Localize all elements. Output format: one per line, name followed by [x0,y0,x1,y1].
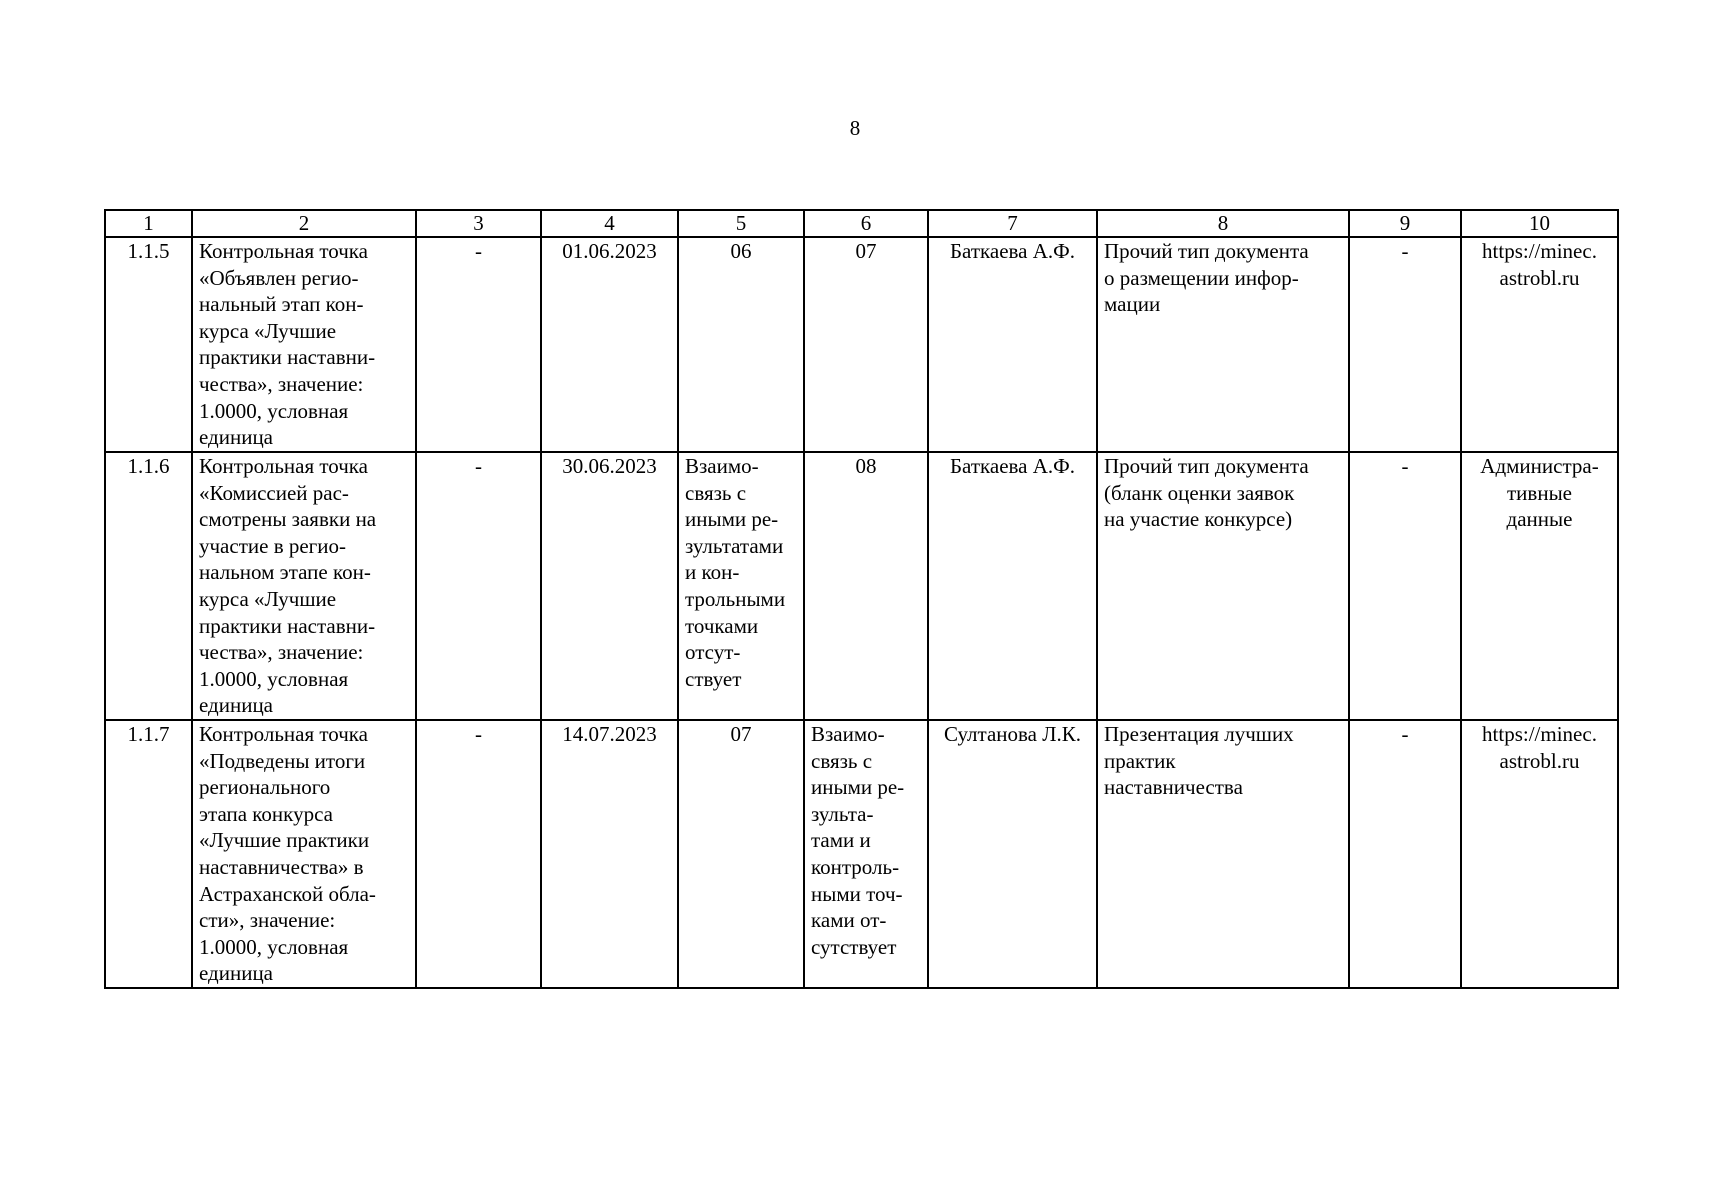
date-cell: 01.06.2023 [541,237,678,452]
cell-col3: - [416,720,541,988]
control-point-name: Контрольная точка «Подведены итоги регионального этапа конкурса «Лучшие практики наставничества» в Астраханской обла- сти», значение: 1.0000, условная единица [192,720,416,988]
column-header: 3 [416,210,541,237]
column-header: 5 [678,210,804,237]
responsible-cell: Султанова Л.К. [928,720,1097,988]
cell-col3: - [416,452,541,720]
cell-col6: 07 [804,237,928,452]
table-row [105,452,1618,720]
source-cell: https://minec. astrobl.ru [1461,720,1618,988]
page-number: 8 [849,116,861,140]
cell-col5: 07 [678,720,804,988]
table-row [105,237,1618,452]
cell-col9: - [1349,720,1461,988]
column-header: 1 [105,210,192,237]
cell-col3: - [416,237,541,452]
document-type-cell: Прочий тип документа (бланк оценки заявок на участие конкурсе) [1097,452,1349,720]
cell-col5: Взаимо- связь с иными ре- зультатами и кон- трольными точками отсут- ствует [678,452,804,720]
control-points-table [104,209,1619,989]
source-cell: https://minec. astrobl.ru [1461,237,1618,452]
responsible-cell: Баткаева А.Ф. [928,237,1097,452]
column-header: 6 [804,210,928,237]
date-cell: 14.07.2023 [541,720,678,988]
column-header: 8 [1097,210,1349,237]
column-header: 9 [1349,210,1461,237]
cell-col6: 08 [804,452,928,720]
column-header: 2 [192,210,416,237]
cell-col9: - [1349,237,1461,452]
cell-col9: - [1349,452,1461,720]
document-type-cell: Презентация лучших практик наставничества [1097,720,1349,988]
row-number: 1.1.6 [105,452,192,720]
row-number: 1.1.5 [105,237,192,452]
source-cell: Администра- тивные данные [1461,452,1618,720]
document-type-cell: Прочий тип документа о размещении инфор- мации [1097,237,1349,452]
cell-col5: 06 [678,237,804,452]
column-header: 7 [928,210,1097,237]
cell-col6: Взаимо- связь с иными ре- зульта- тами и контроль- ными точ- ками от- сутствует [804,720,928,988]
row-number: 1.1.7 [105,720,192,988]
control-point-name: Контрольная точка «Комиссией рас- смотрены заявки на участие в регио- нальном этапе кон- курса «Лучшие практики наставни- чества», значение: 1.0000, условная единица [192,452,416,720]
column-header: 4 [541,210,678,237]
control-point-name: Контрольная точка «Объявлен регио- нальный этап кон- курса «Лучшие практики наставни- чества», значение: 1.0000, условная единица [192,237,416,452]
date-cell: 30.06.2023 [541,452,678,720]
table-row [105,720,1618,988]
responsible-cell: Баткаева А.Ф. [928,452,1097,720]
column-header: 10 [1461,210,1618,237]
table-header-row [105,210,1618,237]
